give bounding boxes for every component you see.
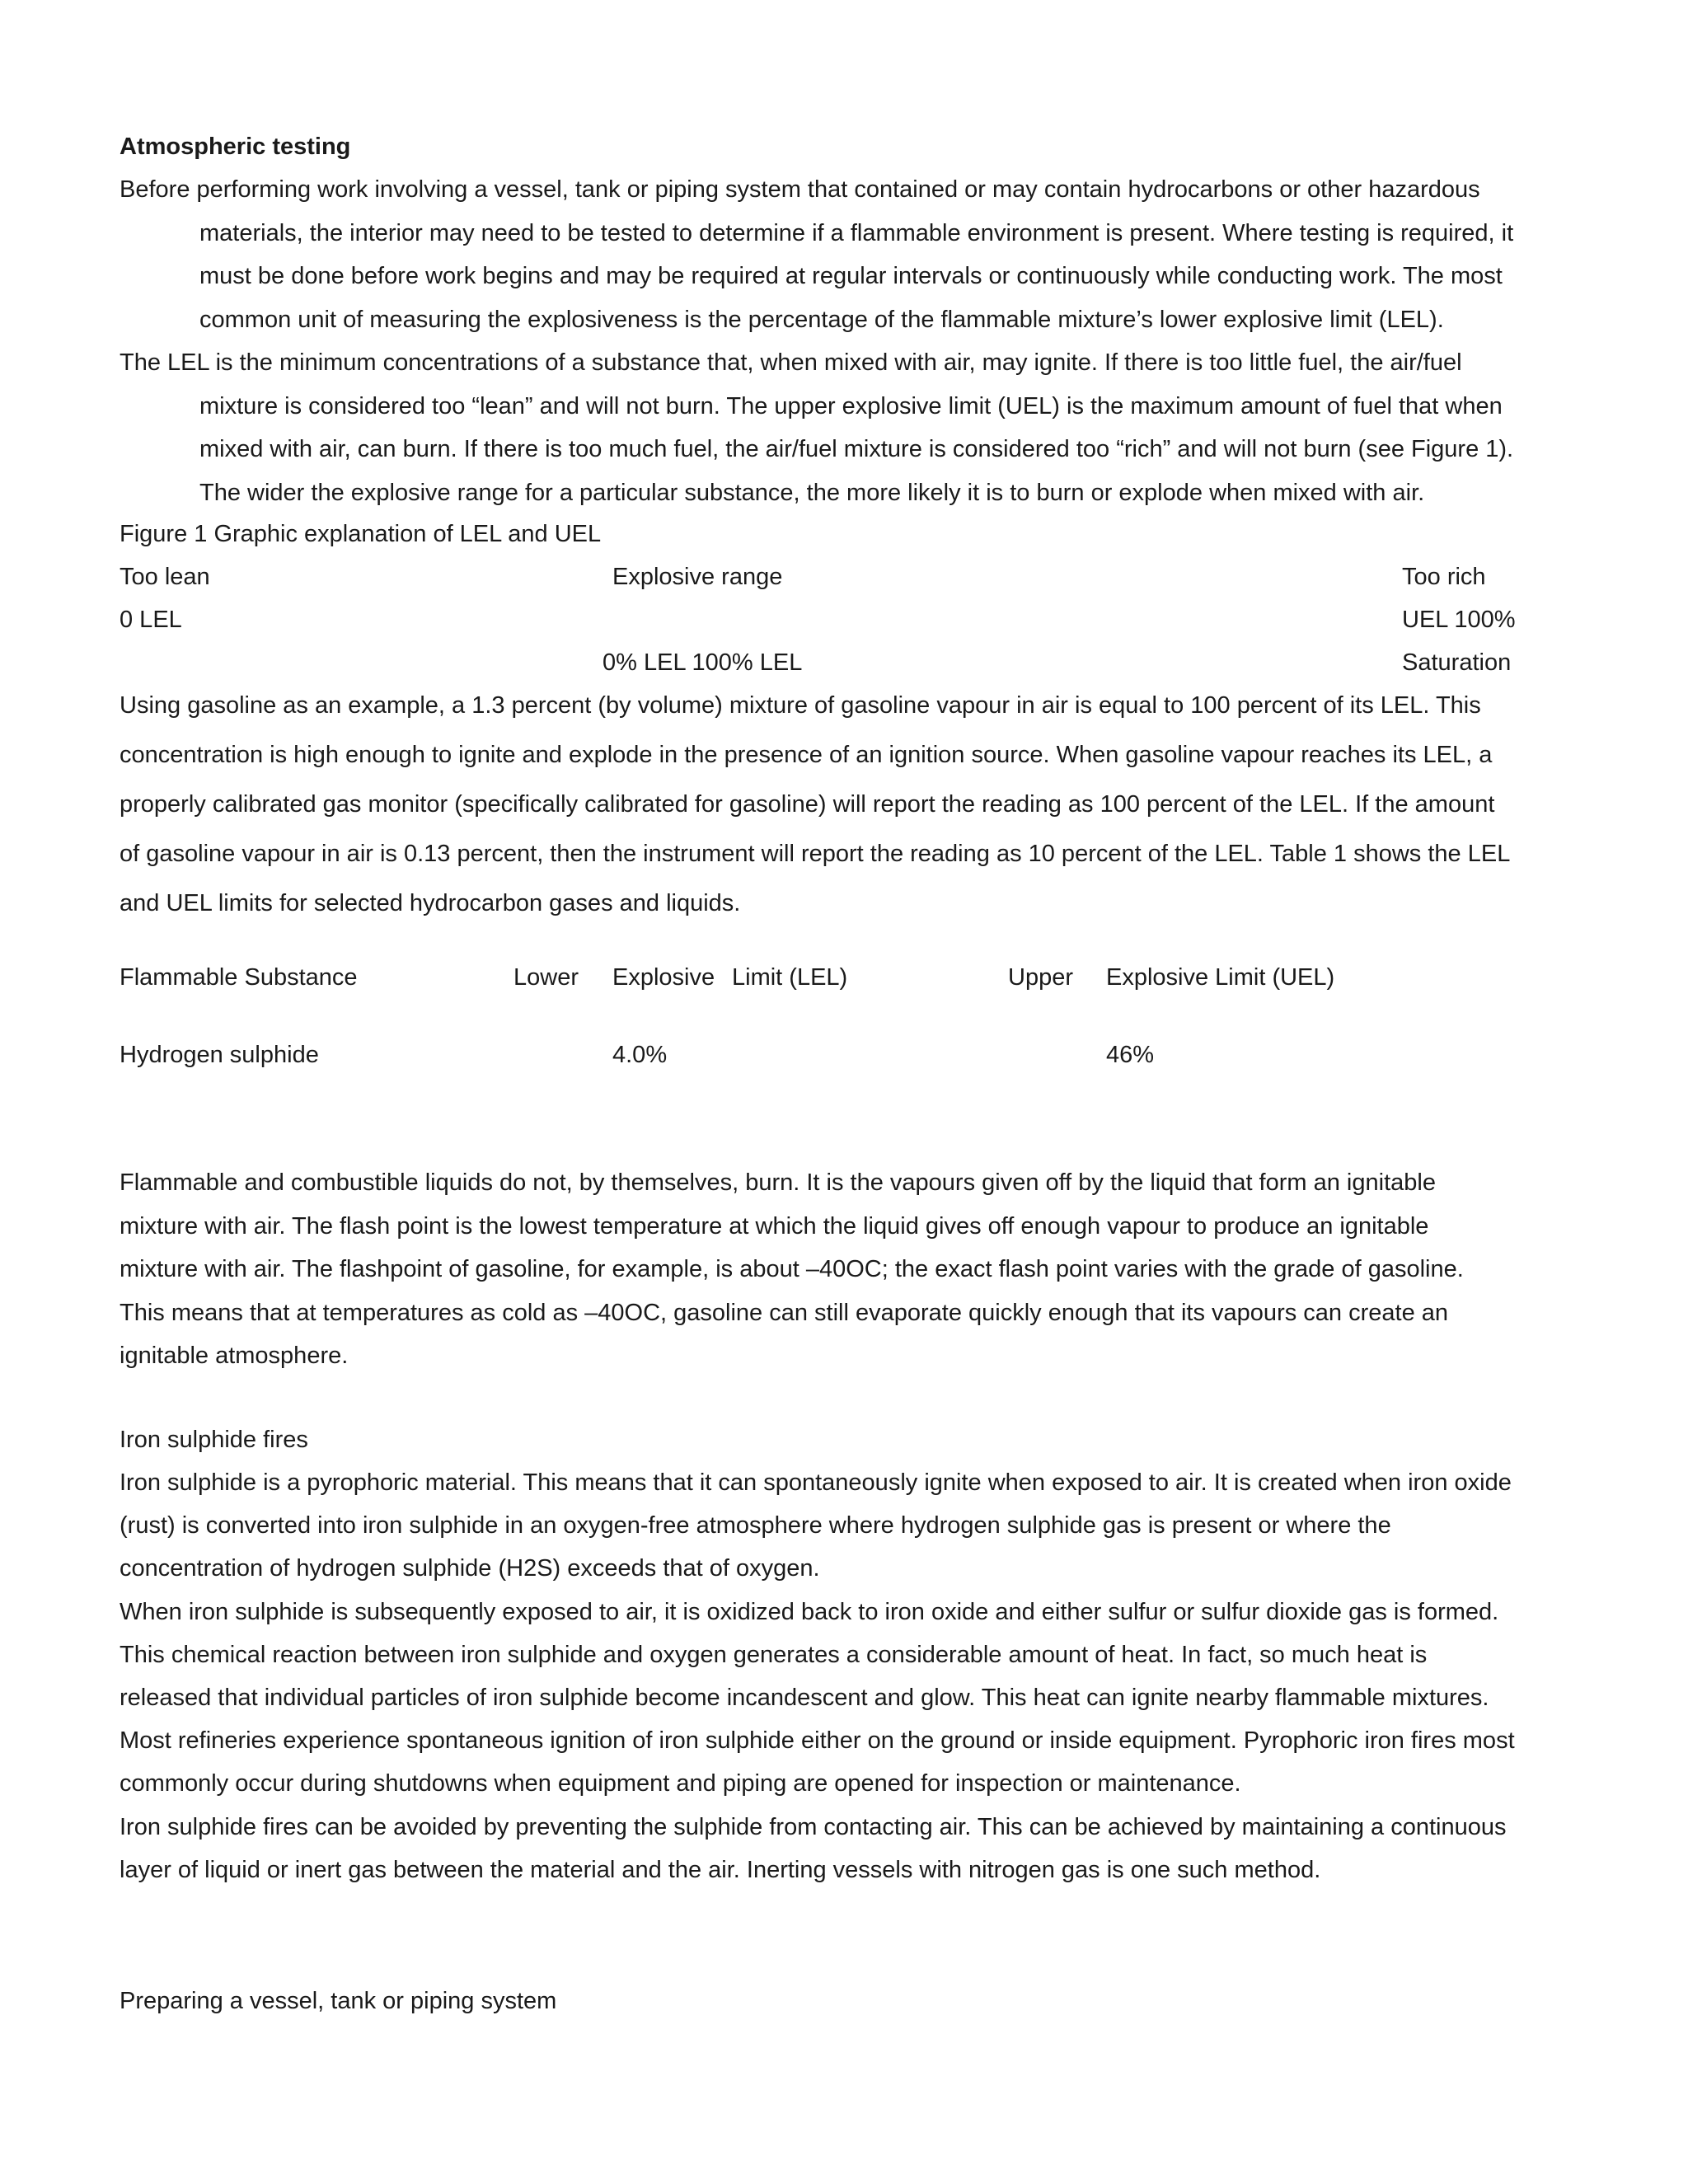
page-heading: Atmospheric testing xyxy=(120,134,351,160)
paragraph-line: When iron sulphide is subsequently exposed to air, it is oxidized back to iron oxide and either sulfur or sulfur dioxide gas is formed. xyxy=(120,1598,1499,1625)
paragraph-line: ignitable atmosphere. xyxy=(120,1343,349,1369)
paragraph-line: Most refineries experience spontaneous ignition of iron sulphide either on the ground or inside equipment. Pyrophoric iron fires most xyxy=(120,1727,1515,1755)
paragraph-line: materials, the interior may need to be tested to determine if a flammable environment is present. Where testing is required, it xyxy=(199,219,1514,246)
table-header-lel-b: Limit (LEL) xyxy=(732,964,848,991)
table-header-upper: Upper xyxy=(1008,964,1073,991)
paragraph-line: released that individual particles of iron sulphide become incandescent and glow. This heat can ignite nearby flammable mixtures. xyxy=(120,1685,1489,1712)
figure-too-lean: Too lean xyxy=(120,564,210,590)
iron-sulphide-paragraph xyxy=(120,1461,1587,1891)
paragraph-line: Flammable and combustible liquids do not, by themselves, burn. It is the vapours given off by the liquid that form an ignitable xyxy=(120,1169,1436,1196)
figure-too-rich: Too rich xyxy=(1402,564,1486,590)
flash-point-paragraph xyxy=(120,1161,1587,1378)
table-cell-substance: Hydrogen sulphide xyxy=(120,1042,319,1068)
figure-caption: Figure 1 Graphic explanation of LEL and UEL xyxy=(120,521,602,547)
paragraph-line: Using gasoline as an example, a 1.3 percent (by volume) mixture of gasoline vapour in air is equal to 100 percent of its LEL. This xyxy=(120,692,1481,719)
paragraph-line: This means that at temperatures as cold as –40OC, gasoline can still evaporate quickly enough that its vapours can create an xyxy=(120,1299,1449,1326)
lel-paragraph xyxy=(120,341,1587,514)
paragraph-line: layer of liquid or inert gas between the material and the air. Inerting vessels with nitrogen gas is one such method. xyxy=(120,1856,1321,1883)
paragraph-line: must be done before work begins and may be required at regular intervals or continuously while conducting work. The most xyxy=(199,263,1503,289)
table-header-substance: Flammable Substance xyxy=(120,964,358,991)
paragraph-line: The wider the explosive range for a particular substance, the more likely it is to burn or explode when mixed with air. xyxy=(199,479,1425,506)
paragraph-line: mixed with air, can burn. If there is too much fuel, the air/fuel mixture is considered too “rich” and will not burn (see Figure 1). xyxy=(199,436,1514,462)
paragraph-line: mixture is considered too “lean” and will not burn. The upper explosive limit (UEL) is the maximum amount of fuel that when xyxy=(199,392,1503,419)
table-cell-uel: 46% xyxy=(1106,1042,1155,1068)
section-title-preparing: Preparing a vessel, tank or piping system xyxy=(120,1988,557,2014)
table-header-lel-a: Explosive xyxy=(612,964,715,991)
figure-range-values: 0% LEL 100% LEL xyxy=(603,649,803,676)
figure-zero-lel: 0 LEL xyxy=(120,607,182,633)
paragraph-line: of gasoline vapour in air is 0.13 percent, then the instrument will report the reading as 10 percent of the LEL. Table 1 shows the LEL xyxy=(120,841,1511,867)
gasoline-paragraph xyxy=(120,681,1587,928)
paragraph-line: properly calibrated gas monitor (specifically calibrated for gasoline) will report the reading as 100 percent of the LEL. If the amount xyxy=(120,791,1495,818)
figure-explosive-range: Explosive range xyxy=(612,564,783,590)
paragraph-line: concentration is high enough to ignite and explode in the presence of an ignition source. When gasoline vapour reaches its LEL, a xyxy=(120,742,1493,768)
paragraph-line: (rust) is converted into iron sulphide in an oxygen-free atmosphere where hydrogen sulphide gas is present or where the xyxy=(120,1512,1391,1540)
paragraph-line: Iron sulphide is a pyrophoric material. This means that it can spontaneously ignite when exposed to air. It is created when iron oxide xyxy=(120,1469,1512,1496)
figure-saturation: Saturation xyxy=(1402,649,1512,676)
paragraph-line: concentration of hydrogen sulphide (H2S) exceeds that of oxygen. xyxy=(120,1555,820,1582)
paragraph-line: mixture with air. The flash point is the lowest temperature at which the liquid gives off enough vapour to produce an ignitable xyxy=(120,1212,1429,1240)
paragraph-line: This chemical reaction between iron sulphide and oxygen generates a considerable amount of heat. In fact, so much heat is xyxy=(120,1641,1428,1668)
table-header-lower: Lower xyxy=(513,964,579,991)
paragraph-line: commonly occur during shutdowns when equipment and piping are opened for inspection or maintenance. xyxy=(120,1770,1241,1797)
paragraph-line: and UEL limits for selected hydrocarbon gases and liquids. xyxy=(120,890,741,916)
paragraph-line: The LEL is the minimum concentrations of a substance that, when mixed with air, may ignite. If there is too little fuel, the air/fuel xyxy=(120,349,1462,376)
table-cell-lel: 4.0% xyxy=(612,1042,668,1068)
intro-paragraph xyxy=(120,168,1587,341)
table-header-uel: Explosive Limit (UEL) xyxy=(1106,964,1335,991)
paragraph-line: mixture with air. The flashpoint of gasoline, for example, is about –40OC; the exact flash point varies with the grade of gasoline. xyxy=(120,1256,1464,1282)
section-title-iron-sulphide: Iron sulphide fires xyxy=(120,1427,308,1453)
paragraph-line: common unit of measuring the explosiveness is the percentage of the flammable mixture’s lower explosive limit (LEL). xyxy=(199,306,1444,333)
paragraph-line: Before performing work involving a vessel, tank or piping system that contained or may contain hydrocarbons or other hazardous xyxy=(120,176,1480,203)
paragraph-line: Iron sulphide fires can be avoided by preventing the sulphide from contacting air. This can be achieved by maintaining a continuous xyxy=(120,1813,1507,1840)
figure-uel-100: UEL 100% xyxy=(1402,607,1516,633)
